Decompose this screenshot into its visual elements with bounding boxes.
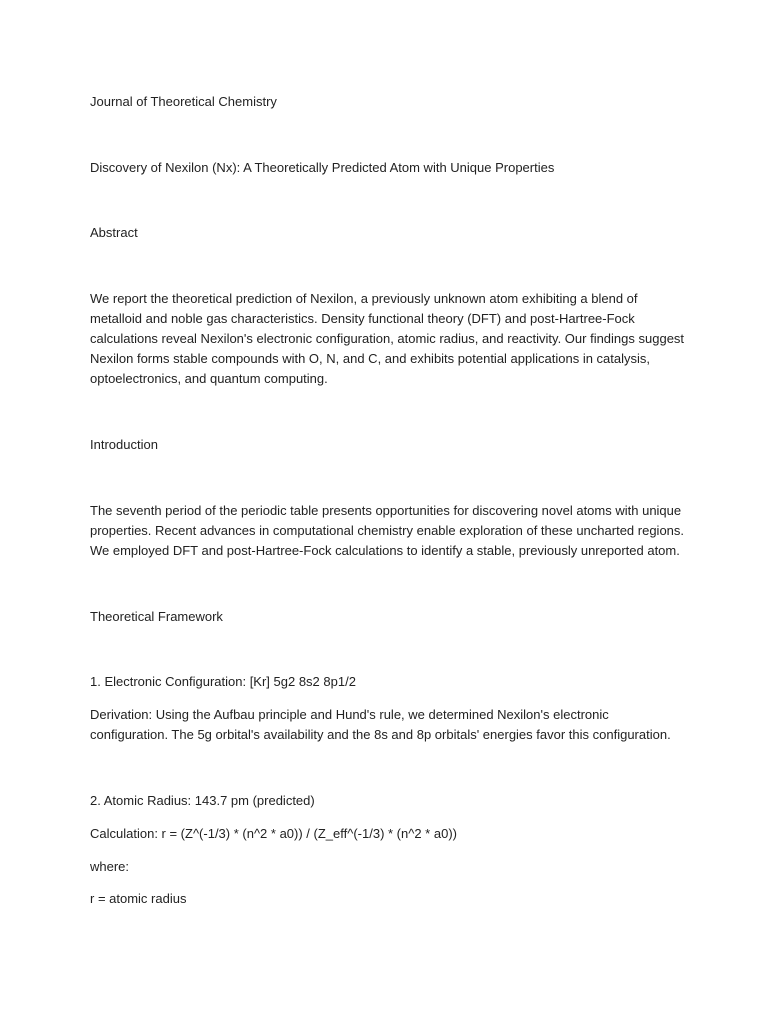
introduction-paragraph: The seventh period of the periodic table presents opportunities for discovering novel atoms with unique properties. Recent advances in computational chemistry enable exploration of these uncharted regions. We employed DFT and post-Hartree-Fock calculations to identify a stable, previously unreported atom. — [90, 503, 685, 558]
derivation-paragraph: Derivation: Using the Aufbau principle and Hund's rule, we determined Nexilon's electronic configuration. The 5g orbital's availability and the 8s and 8p orbitals' energies favor this configuration. — [90, 707, 671, 742]
electronic-configuration-item: 1. Electronic Configuration: [Kr] 5g2 8s2 8p1/2 — [90, 674, 356, 689]
calculation-formula: Calculation: r = (Z^(-1/3) * (n^2 * a0)) / (Z_eff^(-1/3) * (n^2 * a0)) — [90, 826, 457, 841]
journal-name: Journal of Theoretical Chemistry — [90, 94, 277, 109]
abstract-paragraph: We report the theoretical prediction of Nexilon, a previously unknown atom exhibiting a blend of metalloid and noble gas characteristics. Density functional theory (DFT) and post-Hartree-Fock calculations reveal Nexilon's electronic configuration, atomic radius, and reactivity. Our findings suggest Nexilon forms stable compounds with O, N, and C, and exhibits potential applications in catalysis, optoelectronics, and quantum computing. — [90, 291, 685, 386]
where-label: where: — [90, 859, 130, 874]
introduction-heading: Introduction — [90, 437, 158, 452]
atomic-radius-item: 2. Atomic Radius: 143.7 pm (predicted) — [90, 793, 315, 808]
paper-title: Discovery of Nexilon (Nx): A Theoretically Predicted Atom with Unique Properties — [90, 160, 555, 175]
radius-definition: r = atomic radius — [90, 891, 187, 906]
framework-heading: Theoretical Framework — [90, 609, 223, 624]
abstract-heading: Abstract — [90, 225, 138, 240]
